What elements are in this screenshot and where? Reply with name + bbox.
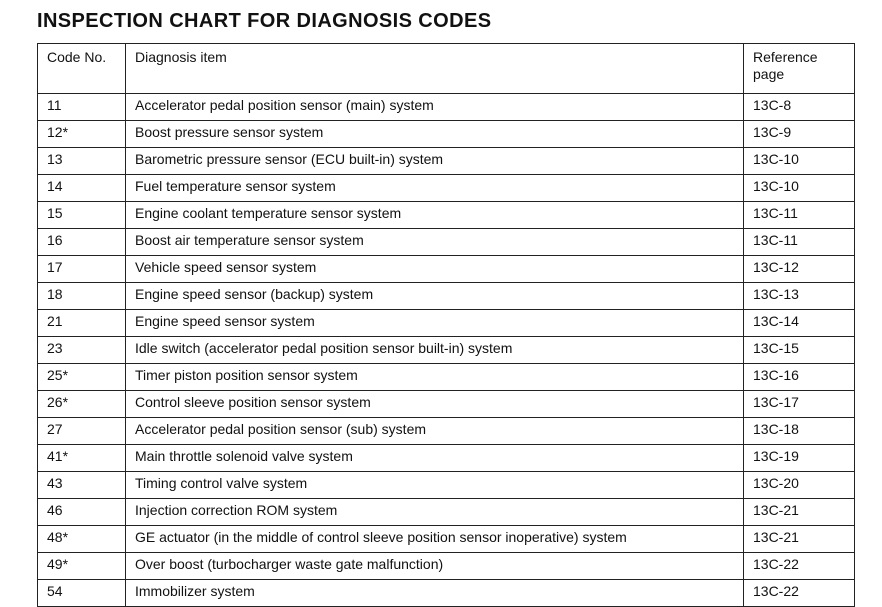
cell-code-no: 26* — [38, 391, 126, 418]
cell-reference-page: 13C-16 — [744, 364, 855, 391]
cell-diagnosis-item: Boost pressure sensor system — [126, 121, 744, 148]
cell-code-no: 41* — [38, 445, 126, 472]
cell-reference-page: 13C-20 — [744, 472, 855, 499]
table-row — [38, 391, 855, 418]
cell-reference-page: 13C-22 — [744, 553, 855, 580]
cell-code-no: 14 — [38, 175, 126, 202]
table-row — [38, 418, 855, 445]
cell-diagnosis-item: Engine speed sensor (backup) system — [126, 283, 744, 310]
cell-code-no: 54 — [38, 580, 126, 607]
cell-code-no: 49* — [38, 553, 126, 580]
cell-diagnosis-item: Timing control valve system — [126, 472, 744, 499]
cell-code-no: 25* — [38, 364, 126, 391]
cell-diagnosis-item: Vehicle speed sensor system — [126, 256, 744, 283]
cell-reference-page: 13C-11 — [744, 229, 855, 256]
cell-code-no: 11 — [38, 94, 126, 121]
cell-code-no: 17 — [38, 256, 126, 283]
cell-code-no: 48* — [38, 526, 126, 553]
header-code-no: Code No. — [38, 44, 126, 94]
cell-reference-page: 13C-21 — [744, 499, 855, 526]
cell-diagnosis-item: Injection correction ROM system — [126, 499, 744, 526]
cell-reference-page: 13C-10 — [744, 148, 855, 175]
cell-reference-page: 13C-14 — [744, 310, 855, 337]
table-row — [38, 580, 855, 607]
table-row — [38, 121, 855, 148]
cell-code-no: 15 — [38, 202, 126, 229]
header-reference-page: Reference page — [744, 44, 855, 94]
cell-reference-page: 13C-19 — [744, 445, 855, 472]
table-header-row — [38, 44, 855, 94]
cell-code-no: 46 — [38, 499, 126, 526]
table-row — [38, 526, 855, 553]
table-body — [38, 94, 855, 607]
cell-code-no: 12* — [38, 121, 126, 148]
cell-reference-page: 13C-11 — [744, 202, 855, 229]
table-row — [38, 175, 855, 202]
cell-diagnosis-item: Timer piston position sensor system — [126, 364, 744, 391]
cell-diagnosis-item: Accelerator pedal position sensor (main) system — [126, 94, 744, 121]
cell-code-no: 18 — [38, 283, 126, 310]
table-row — [38, 94, 855, 121]
cell-reference-page: 13C-9 — [744, 121, 855, 148]
cell-diagnosis-item: Immobilizer system — [126, 580, 744, 607]
cell-code-no: 23 — [38, 337, 126, 364]
cell-reference-page: 13C-15 — [744, 337, 855, 364]
cell-diagnosis-item: Barometric pressure sensor (ECU built-in) system — [126, 148, 744, 175]
cell-code-no: 27 — [38, 418, 126, 445]
table-row — [38, 310, 855, 337]
cell-reference-page: 13C-18 — [744, 418, 855, 445]
cell-diagnosis-item: Engine coolant temperature sensor system — [126, 202, 744, 229]
header-diagnosis-item: Diagnosis item — [126, 44, 744, 94]
table-row — [38, 499, 855, 526]
cell-reference-page: 13C-12 — [744, 256, 855, 283]
diagnosis-codes-table — [37, 43, 855, 607]
cell-code-no: 21 — [38, 310, 126, 337]
cell-code-no: 16 — [38, 229, 126, 256]
cell-diagnosis-item: Fuel temperature sensor system — [126, 175, 744, 202]
cell-reference-page: 13C-13 — [744, 283, 855, 310]
table-row — [38, 445, 855, 472]
cell-diagnosis-item: Idle switch (accelerator pedal position sensor built-in) system — [126, 337, 744, 364]
table-row — [38, 229, 855, 256]
cell-code-no: 13 — [38, 148, 126, 175]
cell-reference-page: 13C-22 — [744, 580, 855, 607]
table-row — [38, 553, 855, 580]
table-row — [38, 364, 855, 391]
cell-reference-page: 13C-8 — [744, 94, 855, 121]
cell-reference-page: 13C-21 — [744, 526, 855, 553]
cell-code-no: 43 — [38, 472, 126, 499]
cell-diagnosis-item: Engine speed sensor system — [126, 310, 744, 337]
table-row — [38, 202, 855, 229]
table-row — [38, 283, 855, 310]
cell-diagnosis-item: GE actuator (in the middle of control sleeve position sensor inoperative) system — [126, 526, 744, 553]
cell-diagnosis-item: Control sleeve position sensor system — [126, 391, 744, 418]
cell-diagnosis-item: Main throttle solenoid valve system — [126, 445, 744, 472]
cell-reference-page: 13C-10 — [744, 175, 855, 202]
cell-diagnosis-item: Over boost (turbocharger waste gate malfunction) — [126, 553, 744, 580]
table-row — [38, 148, 855, 175]
cell-reference-page: 13C-17 — [744, 391, 855, 418]
table-row — [38, 337, 855, 364]
cell-diagnosis-item: Accelerator pedal position sensor (sub) system — [126, 418, 744, 445]
page-title: INSPECTION CHART FOR DIAGNOSIS CODES — [37, 10, 492, 32]
table-row — [38, 472, 855, 499]
table-row — [38, 256, 855, 283]
cell-diagnosis-item: Boost air temperature sensor system — [126, 229, 744, 256]
